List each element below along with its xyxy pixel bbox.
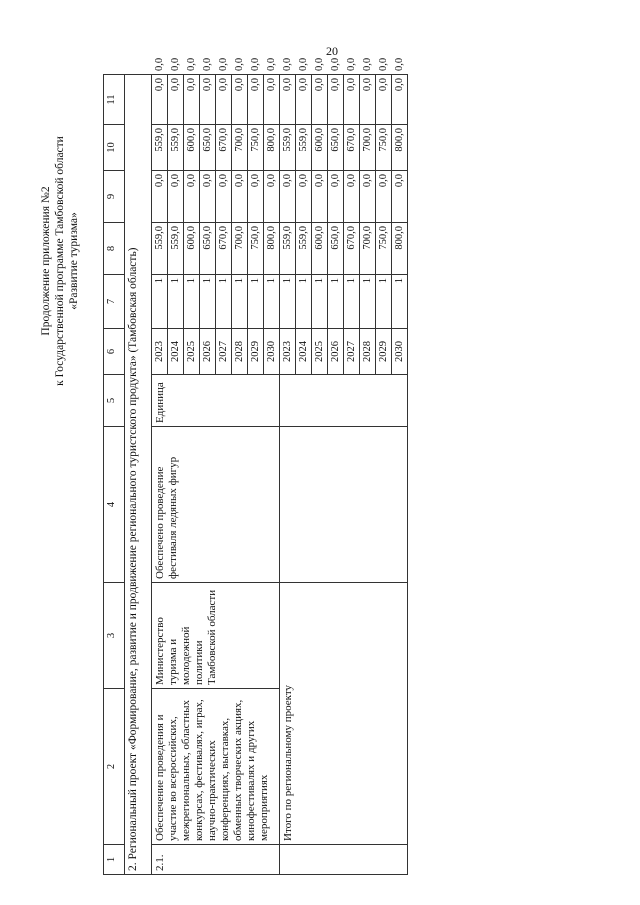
value-cell: 800,0 xyxy=(264,125,280,171)
value-cell: 650,0 xyxy=(328,125,344,171)
value-cell: 559,0 xyxy=(280,125,296,171)
value-cell: 0,0 xyxy=(344,171,360,223)
total-label: Итого по региональному проекту xyxy=(280,583,408,845)
value-cell: 559,0 xyxy=(280,223,296,275)
count-cell: 1 xyxy=(312,275,328,329)
total-row: 2025 1 600,0 0,0 600,0 0,0 0,0 xyxy=(312,75,328,875)
value-cell: 0,0 xyxy=(232,75,248,125)
year-cell: 2027 xyxy=(216,329,232,375)
value-cell: 600,0 xyxy=(184,125,200,171)
table-row: 2027 1 670,0 0,0 670,0 0,0 0,0 xyxy=(216,75,232,875)
value-cell: 559,0 xyxy=(296,223,312,275)
year-cell: 2025 xyxy=(312,329,328,375)
column-number: 3 xyxy=(104,583,125,689)
column-number: 4 xyxy=(104,427,125,583)
count-cell: 1 xyxy=(264,275,280,329)
page-number: 20 xyxy=(326,44,338,58)
value-cell: 0,0 xyxy=(248,171,264,223)
value-cell: 0,0 xyxy=(376,75,392,125)
count-cell: 1 xyxy=(168,275,184,329)
value-cell: 0,0 xyxy=(392,75,408,125)
count-cell: 1 xyxy=(152,275,168,329)
value-cell: 0,0 xyxy=(376,171,392,223)
count-cell: 1 xyxy=(184,275,200,329)
value-cell: 0,0 xyxy=(184,171,200,223)
table-row: 2026 1 650,0 0,0 650,0 0,0 0,0 xyxy=(200,75,216,875)
value-cell: 0,0 xyxy=(264,171,280,223)
value-cell: 0,0 xyxy=(296,75,312,125)
value-cell: 0,0 xyxy=(216,171,232,223)
table-row: 2028 1 700,0 0,0 700,0 0,0 0,0 xyxy=(232,75,248,875)
year-cell: 2028 xyxy=(360,329,376,375)
year-cell: 2028 xyxy=(232,329,248,375)
value-cell: 559,0 xyxy=(168,125,184,171)
column-number: 9 xyxy=(104,171,125,223)
result-description: Обеспечено проведение фестиваля ледяных фигур xyxy=(152,427,280,583)
column-number: 10 xyxy=(104,125,125,171)
value-cell: 600,0 xyxy=(312,223,328,275)
value-cell: 0,0 xyxy=(200,75,216,125)
column-number: 8 xyxy=(104,223,125,275)
header-line-1: Продолжение приложения №2 xyxy=(40,186,52,336)
value-cell: 0,0 xyxy=(168,75,184,125)
measure-name: Обеспечение проведения и участие во всероссийских, межрегиональных, областных конкурсах, фестивалях, играх, научно-практических конференциях, выставках, обменных творческих акциях, кинофестивалях и других мероприятиях xyxy=(152,689,280,845)
value-cell: 650,0 xyxy=(200,125,216,171)
value-cell: 750,0 xyxy=(376,125,392,171)
header-line-3: «Развитие туризма» xyxy=(68,212,80,310)
value-cell: 750,0 xyxy=(248,223,264,275)
year-cell: 2024 xyxy=(296,329,312,375)
table-row: 2030 1 800,0 0,0 800,0 0,0 0,0 xyxy=(264,75,280,875)
value-cell: 0,0 xyxy=(168,171,184,223)
value-cell: 0,0 xyxy=(184,75,200,125)
value-cell: 600,0 xyxy=(184,223,200,275)
value-cell: 559,0 xyxy=(152,125,168,171)
column-number: 1 xyxy=(104,845,125,875)
year-cell: 2024 xyxy=(168,329,184,375)
value-cell: 670,0 xyxy=(216,223,232,275)
value-cell: 0,0 xyxy=(264,75,280,125)
column-number: 5 xyxy=(104,375,125,427)
total-row: 2030 1 800,0 0,0 800,0 0,0 0,0 xyxy=(392,75,408,875)
value-cell: 670,0 xyxy=(344,223,360,275)
total-row: 2027 1 670,0 0,0 670,0 0,0 0,0 xyxy=(344,75,360,875)
value-cell: 650,0 xyxy=(200,223,216,275)
value-cell: 800,0 xyxy=(392,223,408,275)
value-cell: 0,0 xyxy=(248,75,264,125)
value-cell: 670,0 xyxy=(344,125,360,171)
column-number: 6 xyxy=(104,329,125,375)
year-cell: 2030 xyxy=(264,329,280,375)
count-cell: 1 xyxy=(200,275,216,329)
column-number: 11 xyxy=(104,75,125,125)
count-cell: 1 xyxy=(216,275,232,329)
column-number: 2 xyxy=(104,689,125,845)
value-cell: 0,0 xyxy=(152,75,168,125)
total-row: Итого по региональному проекту 2023 1 559,0 0,0 559,0 0,0 0,0 xyxy=(280,75,296,875)
count-cell: 1 xyxy=(296,275,312,329)
column-number-row xyxy=(104,75,125,875)
executor: Министерство туризма и молодежной политики Тамбовской области xyxy=(152,583,280,689)
program-table xyxy=(103,57,408,875)
value-cell: 0,0 xyxy=(360,171,376,223)
unit-cell: Единица xyxy=(152,375,280,427)
value-cell: 0,0 xyxy=(328,171,344,223)
value-cell: 800,0 xyxy=(392,125,408,171)
total-blank-cell xyxy=(280,427,408,583)
section-title: 2. Региональный проект «Формирование, развитие и продвижение регионального туристского продукта» (Тамбовская область) xyxy=(125,75,152,875)
value-cell: 559,0 xyxy=(168,223,184,275)
value-cell: 800,0 xyxy=(264,223,280,275)
count-cell: 1 xyxy=(376,275,392,329)
value-cell: 600,0 xyxy=(312,125,328,171)
value-cell: 0,0 xyxy=(360,75,376,125)
year-cell: 2023 xyxy=(280,329,296,375)
total-row: 2028 1 700,0 0,0 700,0 0,0 0,0 xyxy=(360,75,376,875)
count-cell: 1 xyxy=(360,275,376,329)
value-cell: 750,0 xyxy=(376,223,392,275)
value-cell: 559,0 xyxy=(152,223,168,275)
year-cell: 2029 xyxy=(248,329,264,375)
rotated-page-area xyxy=(40,57,640,871)
value-cell: 0,0 xyxy=(216,75,232,125)
year-cell: 2027 xyxy=(344,329,360,375)
value-cell: 0,0 xyxy=(392,171,408,223)
value-cell: 0,0 xyxy=(232,171,248,223)
count-cell: 1 xyxy=(248,275,264,329)
column-number: 7 xyxy=(104,275,125,329)
value-cell: 700,0 xyxy=(232,125,248,171)
value-cell: 0,0 xyxy=(344,75,360,125)
section-row xyxy=(125,75,152,875)
total-row: 2029 1 750,0 0,0 750,0 0,0 0,0 xyxy=(376,75,392,875)
year-cell: 2030 xyxy=(392,329,408,375)
value-cell: 559,0 xyxy=(296,125,312,171)
year-cell: 2025 xyxy=(184,329,200,375)
value-cell: 0,0 xyxy=(328,75,344,125)
table-row: 2.1. Обеспечение проведения и участие во всероссийских, межрегиональных, областных конкурсах, фестивалях, играх, научно-практических конференциях, выставках, обменных творческих акциях, кинофестивалях и других мероприятиях Министерство туризма и молодежной политики Тамбовской области Обеспечено проведение фестиваля ледяных фигур Единица 2023 1 559,0 0,0 559,0 0,0 0,0 xyxy=(152,75,168,875)
header-line-2: к Государственной программе Тамбовской области xyxy=(54,136,66,386)
count-cell: 1 xyxy=(344,275,360,329)
value-cell: 0,0 xyxy=(152,171,168,223)
appendix-header xyxy=(39,81,81,441)
row-number: 2.1. xyxy=(152,845,280,875)
table-row: 2025 1 600,0 0,0 600,0 0,0 0,0 xyxy=(184,75,200,875)
count-cell: 1 xyxy=(328,275,344,329)
year-cell: 2023 xyxy=(152,329,168,375)
value-cell: 700,0 xyxy=(360,125,376,171)
table-row: 2029 1 750,0 0,0 750,0 0,0 0,0 xyxy=(248,75,264,875)
value-cell: 700,0 xyxy=(360,223,376,275)
table-row: 2024 1 559,0 0,0 559,0 0,0 0,0 xyxy=(168,75,184,875)
value-cell: 0,0 xyxy=(280,75,296,125)
year-cell: 2026 xyxy=(200,329,216,375)
count-cell: 1 xyxy=(232,275,248,329)
value-cell: 0,0 xyxy=(200,171,216,223)
total-blank-cell xyxy=(280,845,408,875)
year-cell: 2026 xyxy=(328,329,344,375)
value-cell: 750,0 xyxy=(248,125,264,171)
value-cell: 700,0 xyxy=(232,223,248,275)
value-cell: 0,0 xyxy=(296,171,312,223)
total-blank-cell xyxy=(280,375,408,427)
value-cell: 670,0 xyxy=(216,125,232,171)
count-cell: 1 xyxy=(280,275,296,329)
value-cell: 0,0 xyxy=(312,75,328,125)
value-cell: 650,0 xyxy=(328,223,344,275)
rotated-content xyxy=(40,57,580,875)
total-row: 2024 1 559,0 0,0 559,0 0,0 0,0 xyxy=(296,75,312,875)
total-row: 2026 1 650,0 0,0 650,0 0,0 0,0 xyxy=(328,75,344,875)
year-cell: 2029 xyxy=(376,329,392,375)
count-cell: 1 xyxy=(392,275,408,329)
value-cell: 0,0 xyxy=(280,171,296,223)
value-cell: 0,0 xyxy=(312,171,328,223)
